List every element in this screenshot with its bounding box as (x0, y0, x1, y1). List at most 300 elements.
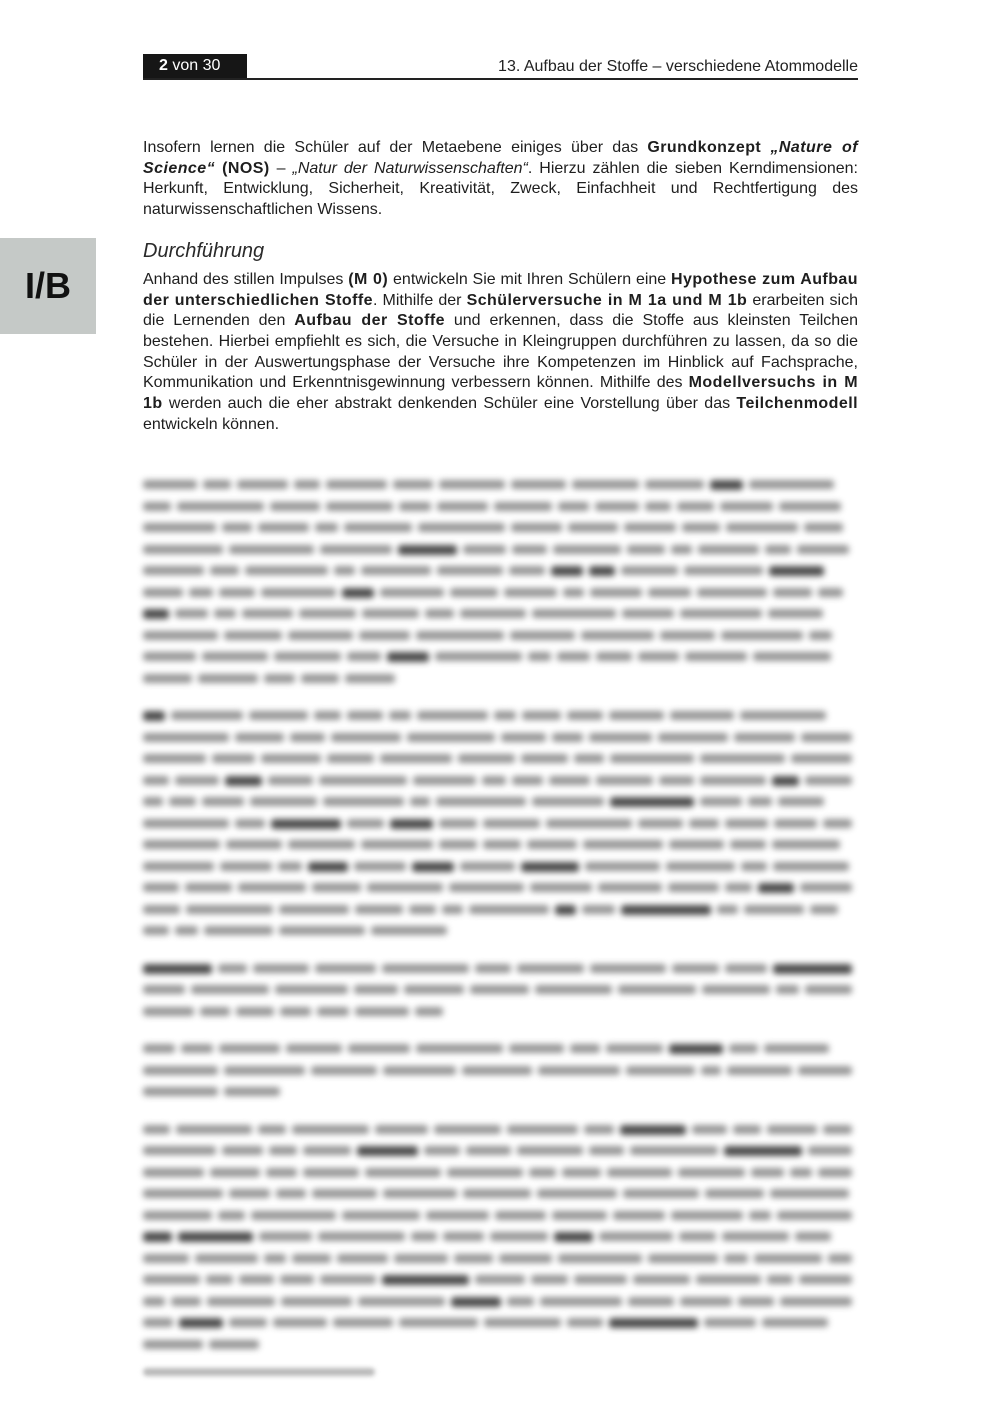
blurred-word (722, 1232, 789, 1241)
blurred-line (143, 474, 858, 496)
blurred-word (557, 652, 590, 661)
blurred-word (418, 523, 505, 532)
blurred-line (143, 1119, 858, 1141)
blurred-word (177, 502, 264, 511)
blurred-word (458, 754, 515, 763)
blurred-word (323, 797, 404, 806)
blurred-word (590, 964, 666, 973)
intro-text-3: – (269, 159, 293, 177)
section-tab: I/B (0, 238, 96, 334)
proc-bold-4: Aufbau der Stoffe (294, 312, 445, 330)
blurred-word (633, 1275, 689, 1284)
blurred-word (696, 1275, 761, 1284)
blurred-word (276, 1189, 306, 1198)
blurred-word (394, 1254, 447, 1263)
blurred-line (143, 958, 858, 980)
blurred-word (303, 1146, 351, 1155)
proc-text-5: und erkennen, dass die Stoffe aus kleinsten Teilchen bestehen. Hierbei empfiehlt es sich, die Versuche in Kleingruppen durchführen zu lassen, da so die Schüler in der Auswertungsphase der Versuche ihre Kompetenzen im Hinblick auf Fachsprache, Kommunikation und Erkenntnisgewinnung verbessern können. Mithilfe des (143, 312, 858, 392)
blurred-word (490, 1232, 548, 1241)
blurred-word (292, 1254, 331, 1263)
blurred-word (226, 840, 282, 849)
blurred-word (280, 1275, 314, 1284)
blurred-word (801, 733, 852, 742)
blurred-word (143, 1340, 203, 1349)
blurred-word (229, 1189, 269, 1198)
blurred-word (415, 1007, 442, 1016)
blurred-word (724, 1146, 802, 1156)
blurred-line (143, 496, 858, 518)
blurred-word (358, 1297, 445, 1306)
blurred-word (532, 797, 605, 806)
blurred-word (682, 523, 720, 532)
blurred-word (800, 883, 852, 892)
running-header-title: 13. Aufbau der Stoffe – verschiedene Atommodelle (498, 58, 858, 75)
blurred-line (143, 813, 858, 835)
blurred-word (507, 1297, 534, 1306)
blurred-word (475, 1275, 524, 1284)
blurred-word (595, 502, 640, 511)
blurred-word (808, 1146, 852, 1155)
blurred-word (773, 862, 849, 871)
blurred-word (407, 733, 495, 742)
blurred-word (621, 566, 679, 575)
blurred-word (261, 588, 336, 597)
blurred-word (758, 883, 795, 893)
blurred-word (404, 985, 463, 994)
blurred-word (725, 964, 767, 973)
blurred-line (143, 1140, 858, 1162)
blurred-word (238, 883, 306, 892)
blurred-word (798, 1066, 852, 1075)
blurred-word (567, 711, 603, 720)
blurred-word (753, 652, 831, 661)
blurred-word (581, 631, 654, 640)
blurred-word (749, 480, 835, 489)
blurred-word (413, 776, 476, 785)
blurred-word (531, 1275, 568, 1284)
blurred-word (198, 674, 258, 683)
blurred-word (361, 566, 430, 575)
blurred-word (740, 711, 826, 720)
blurred-word (242, 609, 293, 618)
blurred-word (583, 840, 664, 849)
blurred-word (292, 1125, 369, 1134)
blurred-word (327, 754, 374, 763)
blurred-word (436, 797, 526, 806)
blurred-word (434, 1125, 501, 1134)
blurred-word (347, 711, 383, 720)
blurred-word (584, 1125, 613, 1134)
blurred-word (143, 545, 223, 554)
blurred-line (143, 1205, 858, 1227)
blurred-word (383, 1189, 457, 1198)
blurred-line (143, 770, 858, 792)
blurred-line (143, 517, 858, 539)
blurred-word (200, 1007, 230, 1016)
blurred-word (517, 964, 584, 973)
blurred-word (225, 776, 262, 786)
blurred-word (679, 1232, 716, 1241)
blurred-word (610, 797, 694, 807)
blurred-line (143, 899, 858, 921)
blurred-word (342, 1211, 420, 1220)
blurred-word (222, 1146, 263, 1155)
blurred-word (171, 711, 243, 720)
blurred-word (371, 926, 446, 935)
page-total: von 30 (172, 57, 221, 74)
blurred-line (143, 1001, 858, 1023)
section-heading: Durchführung (143, 239, 265, 262)
blurred-word (219, 1044, 280, 1053)
blurred-word (312, 883, 361, 892)
blurred-word (315, 523, 338, 532)
blurred-word (143, 964, 212, 974)
blurred-word (770, 1189, 849, 1198)
blurred-line (143, 727, 858, 749)
blurred-word (751, 1168, 784, 1177)
blurred-word (773, 588, 812, 597)
page-number: 2 (159, 57, 168, 74)
blurred-word (367, 883, 442, 892)
blurred-word (143, 926, 169, 935)
blurred-word (178, 1232, 253, 1242)
blurred-word (475, 964, 511, 973)
blurred-word (281, 1297, 353, 1306)
proc-bold-2: Hypothese zum Aufbau der unterschiedlichen Stoffe (143, 270, 858, 309)
blurred-word (326, 480, 387, 489)
blurred-word (778, 797, 824, 806)
blurred-word (245, 566, 328, 575)
blurred-word (698, 545, 759, 554)
blurred-word (484, 1318, 560, 1327)
blurred-word (645, 502, 671, 511)
blurred-line (143, 1312, 858, 1334)
blurred-word (382, 964, 470, 973)
blurred-line (143, 668, 858, 690)
blurred-line (143, 1269, 858, 1291)
blurred-line (143, 1060, 858, 1082)
blurred-word (275, 985, 348, 994)
blurred-word (437, 502, 488, 511)
blurred-word (535, 985, 612, 994)
blurred-word (288, 631, 352, 640)
blurred-word (463, 1189, 531, 1198)
blurred-paragraph (143, 474, 858, 689)
blurred-word (143, 480, 197, 489)
blurred-word (483, 819, 540, 828)
blurred-word (269, 1146, 297, 1155)
blurred-word (470, 985, 529, 994)
blurred-word (749, 1211, 771, 1220)
blurred-word (143, 1211, 212, 1220)
blurred-line (143, 705, 858, 727)
blurred-word (668, 883, 719, 892)
intro-text-4: . Hierzu zählen die sieben Kerndimensionen: Herkunft, Entwicklung, Sicherheit, Kreativität, Zweck, Einfachheit und Rechtfertigung des naturwissenschaftlichen Wissens. (143, 159, 858, 219)
blurred-line (143, 603, 858, 625)
blurred-word (143, 1007, 194, 1016)
blurred-word (727, 1066, 792, 1075)
blurred-word (389, 711, 411, 720)
blurred-word (449, 883, 525, 892)
blurred-word (347, 652, 381, 661)
blurred-word (725, 883, 751, 892)
blurred-word (482, 776, 506, 785)
blurred-word (689, 819, 719, 828)
blurred-word (268, 776, 313, 785)
blurred-word (206, 1275, 233, 1284)
blurred-word (143, 1232, 172, 1242)
blurred-word (618, 985, 696, 994)
blurred-word (504, 588, 557, 597)
blurred-word (354, 862, 406, 871)
blurred-word (627, 545, 666, 554)
blurred-word (828, 1254, 852, 1263)
blurred-word (645, 480, 704, 489)
blurred-word (809, 631, 833, 640)
blurred-word (143, 1146, 216, 1155)
blurred-word (754, 1254, 822, 1263)
blurred-word (626, 1066, 695, 1075)
blurred-word (596, 776, 653, 785)
blurred-word (224, 1066, 305, 1075)
blurred-word (572, 480, 639, 489)
blurred-word (734, 733, 795, 742)
blurred-word (779, 502, 841, 511)
blurred-word (725, 819, 768, 828)
intro-bold-2-italic: „Nature of Science“ (143, 139, 859, 177)
blurred-word (741, 862, 767, 871)
blurred-word (460, 862, 515, 871)
blurred-word (621, 905, 711, 915)
blurred-word (175, 926, 197, 935)
blurred-word (658, 733, 728, 742)
blurred-word (333, 1318, 393, 1327)
blurred-word (772, 840, 841, 849)
blurred-word (239, 1275, 275, 1284)
blurred-word (143, 1066, 218, 1075)
blurred-word (765, 545, 791, 554)
proc-text-2: entwickeln Sie mit Ihren Schülern eine (388, 270, 672, 288)
blurred-word (670, 711, 734, 720)
blurred-word (143, 840, 220, 849)
blurred-line (143, 646, 858, 668)
blurred-word (143, 609, 169, 619)
blurred-paragraph (143, 1038, 858, 1103)
blurred-word (529, 1168, 556, 1177)
blurred-word (804, 523, 843, 532)
blurred-word (777, 1211, 852, 1220)
blurred-word (554, 1232, 594, 1242)
intro-bold-3: (NOS) (222, 159, 270, 177)
blurred-paragraph (143, 705, 858, 942)
blurred-word (143, 523, 216, 532)
blurred-word (511, 523, 562, 532)
blurred-word (799, 1275, 852, 1284)
blurred-word (773, 964, 852, 974)
blurred-word (308, 862, 348, 872)
blurred-word (443, 1232, 483, 1241)
blurred-word (375, 1125, 428, 1134)
blurred-word (620, 1125, 687, 1135)
blurred-word (551, 566, 583, 576)
blurred-word (733, 1125, 761, 1134)
blurred-word (823, 1125, 852, 1134)
blurred-word (549, 776, 591, 785)
blurred-word (499, 1254, 552, 1263)
blurred-word (494, 502, 552, 511)
blurred-word (143, 1189, 223, 1198)
blurred-word (143, 985, 185, 994)
blurred-word (671, 545, 691, 554)
blurred-line (143, 1291, 858, 1313)
blurred-word (210, 566, 239, 575)
blurred-word (638, 652, 679, 661)
blurred-word (558, 1254, 642, 1263)
blurred-word (660, 631, 715, 640)
blurred-text-region (143, 474, 858, 1371)
blurred-paragraph (143, 1119, 858, 1356)
proc-text-1: Anhand des stillen Impulses (143, 270, 349, 288)
blurred-word (729, 1044, 758, 1053)
blurred-word (253, 964, 308, 973)
blurred-word (439, 840, 477, 849)
blurred-word (288, 840, 355, 849)
blurred-word (511, 480, 566, 489)
blurred-word (744, 905, 804, 914)
blurred-word (214, 609, 236, 618)
procedure-paragraph (143, 270, 858, 436)
blurred-word (334, 566, 356, 575)
blurred-word (398, 545, 457, 555)
blurred-word (684, 566, 763, 575)
blurred-word (416, 1044, 503, 1053)
blurred-word (563, 588, 584, 597)
blurred-word (769, 566, 824, 576)
blurred-word (175, 609, 208, 618)
blurred-word (435, 652, 522, 661)
blurred-line (143, 979, 858, 1001)
blurred-word (454, 1254, 493, 1263)
blurred-word (596, 652, 632, 661)
blurred-word (460, 609, 526, 618)
blurred-word (416, 631, 504, 640)
blurred-word (776, 985, 799, 994)
blurred-word (517, 1146, 583, 1155)
blurred-word (442, 905, 463, 914)
blurred-word (171, 1297, 201, 1306)
blurred-word (553, 545, 621, 554)
blurred-word (220, 862, 272, 871)
blurred-word (143, 776, 169, 785)
blurred-line (143, 1183, 858, 1205)
blurred-word (439, 819, 477, 828)
blurred-word (235, 819, 265, 828)
blurred-word (680, 1297, 732, 1306)
proc-bold-5: Modellversuchs in M 1b (143, 374, 859, 413)
blurred-word (143, 1044, 175, 1053)
blurred-word (483, 840, 521, 849)
blurred-word (382, 1275, 470, 1285)
blurred-word (598, 883, 662, 892)
blurred-word (540, 1297, 621, 1306)
blurred-word (589, 566, 615, 576)
proc-text-6: werden auch die eher abstrakt denkenden Schüler eine Vorstellung über das (162, 395, 737, 413)
blurred-word (748, 797, 772, 806)
blurred-word (348, 1044, 410, 1053)
blurred-word (692, 1125, 726, 1134)
blurred-word (609, 711, 663, 720)
blurred-word (463, 545, 506, 554)
blurred-word (501, 733, 546, 742)
blurred-line (143, 1226, 858, 1248)
blurred-word (312, 1189, 377, 1198)
blurred-word (494, 711, 516, 720)
blurred-footer (143, 1368, 375, 1376)
blurred-word (768, 609, 823, 618)
blurred-word (717, 905, 739, 914)
proc-bold-3: Schülerversuche in M 1a und M 1b (466, 291, 748, 309)
blurred-word (555, 905, 576, 915)
blurred-word (791, 754, 852, 763)
blurred-line (143, 877, 858, 899)
blurred-word (143, 862, 214, 871)
blurred-word (738, 1297, 774, 1306)
blurred-word (280, 1007, 312, 1016)
blurred-word (669, 840, 724, 849)
blurred-word (209, 1340, 259, 1349)
blurred-word (273, 1318, 326, 1327)
blurred-word (409, 905, 436, 914)
blurred-word (774, 819, 817, 828)
blurred-word (249, 711, 308, 720)
intro-paragraph (143, 138, 858, 221)
blurred-word (530, 883, 591, 892)
blurred-word (270, 502, 319, 511)
blurred-word (278, 862, 303, 871)
blurred-line (143, 748, 858, 770)
blurred-word (207, 1297, 275, 1306)
blurred-word (410, 797, 430, 806)
blurred-word (290, 733, 325, 742)
blurred-word (143, 905, 180, 914)
blurred-word (229, 1318, 267, 1327)
blurred-word (303, 1168, 359, 1177)
blurred-word (320, 1275, 376, 1284)
blurred-word (562, 1168, 601, 1177)
blurred-word (191, 985, 269, 994)
blurred-line (143, 582, 858, 604)
blurred-word (528, 652, 550, 661)
blurred-word (521, 862, 579, 872)
blurred-word (710, 480, 742, 490)
blurred-line (143, 1081, 858, 1103)
blurred-word (412, 862, 454, 872)
blurred-word (222, 523, 252, 532)
blurred-word (315, 964, 376, 973)
blurred-word (721, 631, 803, 640)
blurred-word (630, 1146, 718, 1155)
blurred-word (342, 588, 374, 598)
blurred-word (724, 1254, 748, 1263)
blurred-word (143, 733, 229, 742)
blurred-word (426, 1211, 490, 1220)
blurred-line (143, 1248, 858, 1270)
blurred-word (189, 588, 213, 597)
blurred-word (143, 1125, 170, 1134)
blurred-word (582, 905, 615, 914)
blurred-line (143, 1162, 858, 1184)
blurred-word (607, 1168, 672, 1177)
